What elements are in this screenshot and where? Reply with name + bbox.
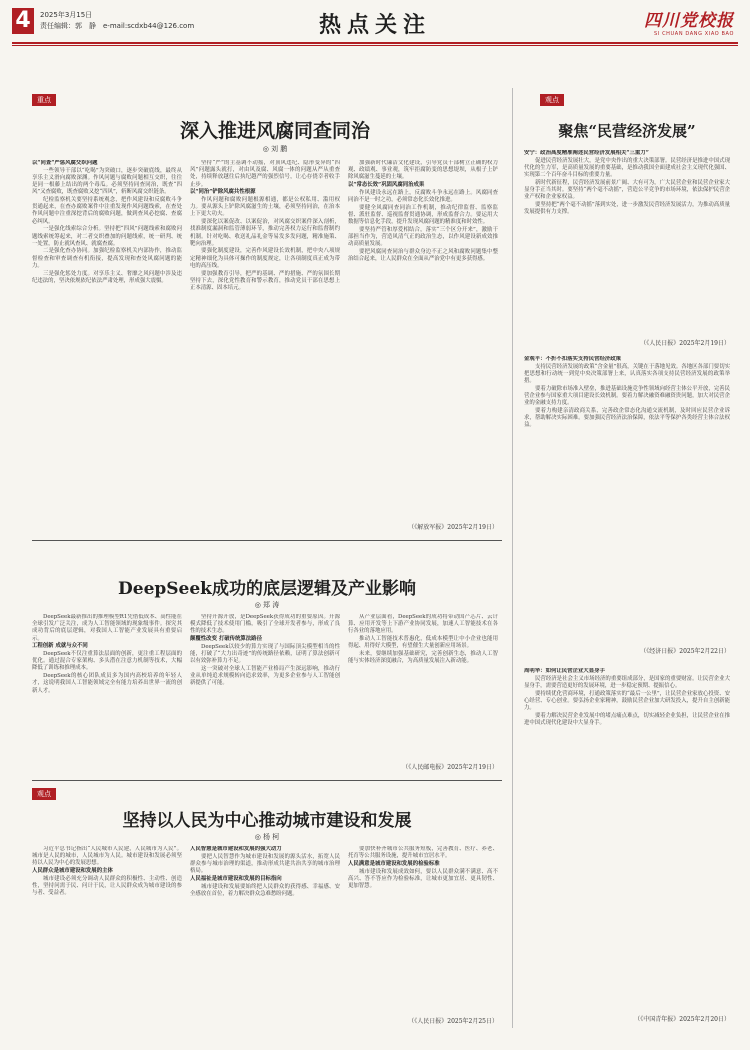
article3-column-1 — [32, 614, 182, 770]
paragraph: 要把人民智慧作为城市建设和发展的源头活水，拓宽人民群众参与城市治理的渠道，推动形成共建共治共享的城市治理格局。 — [190, 853, 340, 875]
paragraph: 未来，要继续加强基础研究，完善创新生态，推动人工智能与实体经济深度融合，为高质量发展注入新动能。 — [348, 651, 498, 665]
paragraph: 习近平总书记指出“人民城市人民建，人民城市为人民”。城市是人民的城市，人民城市为人民。城市建设和发展必须坚持以人民为中心的发展思想。 — [32, 846, 182, 867]
paragraph: 要着力构建亲清政商关系，完善政企常态化沟通交流机制，及时回应民营企业诉求，帮助解决实际困难。要加强民营经济法治保障，依法平等保护各类经营主体合法权益。 — [524, 407, 730, 429]
paragraph: 作风建设永远在路上，反腐败斗争永远在路上。风腐同查同治不是一时之功，必须常态化长效化推进。 — [348, 189, 498, 204]
article3-title: DeepSeek成功的底层逻辑及产业影响 — [118, 579, 416, 599]
paragraph: 推动人工智能技术普惠化，低成本模型让中小企业也能用得起、用得好大模型，有望催生大量创新应用场景。 — [348, 636, 498, 650]
article4-column-3 — [348, 846, 498, 1010]
subhead: 以“常态长效”巩固风腐同治成果 — [348, 182, 425, 189]
newspaper-logo — [584, 6, 734, 37]
paragraph: 新时代新征程，民营经济发展前景广阔、大有可为，广大民营企业和民营企业家大显身手正当其时。要坚持“两个毫不动摇”，营造公平竞争的市场环境，依法保护民营企业产权和企业家权益。 — [524, 179, 730, 201]
article4-byline: ◎ 杨 柯 — [254, 833, 280, 841]
article4-source: （《人民日报》2025年2月25日） — [408, 1018, 498, 1025]
logo-english: SI CHUAN DANG XIAO BAO — [654, 31, 734, 37]
article1-source: （《解放军报》2025年2月19日） — [408, 524, 498, 531]
subhead: 颠覆性改变 打破传统算法路径 — [190, 636, 262, 643]
issue-date: 2025年3月15日 — [40, 11, 93, 19]
paragraph: DeepSeek的核心团队成员多为国内高校培养的年轻人才，这说明我国人工智能领域完全有能力培养出世界一流的创新人才。 — [32, 673, 182, 694]
paragraph: 促进民营经济发展壮大，是党中央作出的重大决策部署。民营经济是推进中国式现代化的生力军，是高质量发展的重要基础，是推动我国全面建成社会主义现代化强国、实现第二个百年奋斗目标的重要力量。 — [524, 157, 730, 179]
paragraph: 要深化以案促改、以案促治，对风腐交织案件深入剖析，找准制度漏洞和监管薄弱环节，推动完善权力运行和监督制约机制。针对吃喝、收送礼品礼金等易发多发问题，精准施策、靶向治理。 — [190, 219, 340, 247]
section-title: 热点关注 — [318, 12, 431, 38]
article2-block-1 — [524, 150, 730, 336]
subhead: 人民智慧是城市建设和发展的强大动力 — [190, 846, 282, 852]
column-divider — [512, 88, 513, 1028]
article4-title: 坚持以人民为中心推动城市建设和发展 — [122, 811, 412, 831]
paragraph: 纪检监察机关要坚持系统观念，把作风建设和反腐败斗争贯通起来，在查办腐败案件中注重发现作风问题线索，在查处作风问题中注重深挖背后的腐败问题，做到查风必挖腐、查腐必纠风。 — [32, 197, 182, 225]
article1-tag: 重点 — [32, 94, 56, 106]
subhead: 人民群众是城市建设和发展的主体 — [32, 868, 113, 875]
paragraph: DeepSeek以较少的算力实现了与国际顶尖模型相当的性能，打破了“大力出奇迹”的传统路径依赖，证明了算法创新可以有效弥补算力不足。 — [190, 643, 340, 665]
paragraph: 城市建设必须充分调动人民群众的积极性、主动性、创造性，坚持问需于民、问计于民，让人民群众成为城市建设的参与者、受益者。 — [32, 875, 182, 897]
paragraph: 支持民营经济发展的政策“含金量”很高，关键在于落地见效。各地区各部门要切实把思想和行动统一到党中央决策部署上来，认真落实各项支持民营经济发展的政策举措。 — [524, 363, 730, 385]
subhead: 以“同查”严惩风腐交织问题 — [32, 160, 98, 166]
paragraph: 要加快补齐城市公共服务短板，完善教育、医疗、养老、托育等公共服务设施，提升城市宜居水平。 — [348, 846, 498, 860]
article2-source-1: （《人民日报》2025年2月19日） — [640, 340, 730, 347]
paragraph: 坚持开源开放，是DeepSeek获得成功的重要原因。开源模式降低了技术使用门槛，吸引了全球开发者参与，形成了良性的技术生态。 — [190, 614, 340, 635]
article3-column-2 — [190, 614, 340, 770]
paragraph: 城市建设和发展成效如何，要以人民群众满不满意、高不高兴、答不答应作为检验标准，让城市更加宜居、更具韧性、更加智慧。 — [348, 868, 498, 890]
editor-line: 责任编辑：郭 静 e-mail:scdxb44@126.com — [40, 22, 195, 30]
article1-column-1 — [32, 160, 182, 532]
paragraph: DeepSeek最新推出的推理模型R1凭借低成本、高性能在全球引发广泛关注，成为人工智能领域的现象级事件。探究其成功背后的底层逻辑，对我国人工智能产业发展具有重要启示。 — [32, 614, 182, 642]
paragraph: 二是强化查办协同。加强纪检监察机关内部协作，推动监督检查和审查调查有机衔接，提高发现和查处风腐问题的能力。 — [32, 248, 182, 269]
paragraph: 加强新时代廉洁文化建设，引导党员干部树立正确的权力观、政绩观、事业观，筑牢拒腐防变的思想堤坝，从根子上铲除风腐滋生蔓延的土壤。 — [348, 160, 498, 181]
subhead: 人民福祉是城市建设和发展的目标指向 — [190, 875, 282, 882]
article4-column-2 — [190, 846, 340, 1026]
subhead: 金观平：不折不扣落实支持民营经济政策 — [524, 356, 622, 362]
header-rule-thin — [12, 45, 738, 46]
article1-title: 深入推进风腐同查同治 — [179, 120, 370, 142]
paragraph: 要强化制度建设，完善作风建设长效机制，把中央八项规定精神细化为具体可操作的制度规定，让各项制度真正成为带电的高压线。 — [190, 248, 340, 269]
paragraph: 要着力解决民营企业发展中的堵点痛点难点，切实减轻企业负担，让民营企业在推进中国式现代化建设中大显身手。 — [524, 712, 730, 726]
article2-block-3 — [524, 668, 730, 1008]
paragraph: 这一突破对全球人工智能产业格局产生深远影响，推动行业从单纯追求规模转向追求效率，为更多企业参与人工智能创新提供了可能。 — [190, 665, 340, 687]
paragraph: 要持续优化营商环境，打通政策落实的“最后一公里”，让民营企业家放心投资、安心经营、专心创业。要弘扬企业家精神，鼓励民营企业加大研发投入，提升自主创新能力。 — [524, 690, 730, 712]
paragraph: 一些领导干部以“吃喝”为突破口，逐步突破底线，最终从享乐主义滑向腐败深渊。作风问题与腐败问题相互交织，往往是同一根藤上结出的两个毒瓜。必须坚持同查同治，既查“四风”又查腐败，既查腐败又挖“四风”，斩断风腐交织链条。 — [32, 167, 182, 196]
paragraph: 作风问题和腐败问题根源相通，都是公权私用、滥用权力。要从源头上铲除风腐滋生的土壤，必须坚持同治，在治本上下更大功夫。 — [190, 197, 340, 218]
subhead: 以“同治”铲除风腐共性根源 — [190, 189, 256, 196]
article1-column-3 — [348, 160, 498, 520]
logo-chinese: 四川党校报 — [644, 11, 734, 31]
paragraph: DeepSeek不仅注重算法层面的创新，更注重工程层面的优化。通过混合专家架构、多头潜在注意力机制等技术，大幅降低了训练和推理成本。 — [32, 651, 182, 672]
article1-column-2 — [190, 160, 340, 532]
article3-source: （《人民邮电报》2025年2月19日） — [402, 764, 498, 771]
paragraph: 要把风腐同查同治与群众身边不正之风和腐败问题集中整治结合起来，让人民群众在全面从严治党中有更多获得感。 — [348, 248, 498, 263]
paragraph: 城市建设和发展要始终把人民群众的获得感、幸福感、安全感放在首位，着力解决群众急难愁盼问题。 — [190, 883, 340, 897]
article3-column-3 — [348, 614, 498, 760]
article4-tag: 观点 — [32, 788, 56, 800]
masthead — [0, 0, 750, 50]
subhead: 人民满意是城市建设和发展的检验标准 — [348, 860, 440, 867]
article2-title: 聚焦“民营经济发展” — [558, 122, 696, 140]
article4-column-1 — [32, 846, 182, 1026]
subhead: 安宁：政治高度精准阐述民营经济发展相关“三重力” — [524, 150, 649, 156]
article2-block-2 — [524, 356, 730, 640]
article2-source-3: （《中国青年报》2025年2月20日） — [634, 1016, 730, 1023]
paragraph: 要健全风腐同查同治工作机制，推动纪律监督、监察监督、派驻监督、巡视监督贯通协调，形成监督合力。要运用大数据等信息化手段，提升发现风腐问题的精准度和时效性。 — [348, 204, 498, 226]
paragraph: 要坚持把“两个毫不动摇”落到实处，进一步激发民营经济发展活力，为推动高质量发展提供有力支撑。 — [524, 201, 730, 216]
article2-source-2: （《经济日报》2025年2月22日） — [640, 648, 730, 655]
article1-byline: ◎ 刘 鹏 — [262, 145, 288, 153]
paragraph: 一是强化线索综合分析。坚持把“四风”问题线索和腐败问题线索统筹起来，对二者交织叠加的问题线索，统一研判、统一处置，防止就风查风、就腐查腐。 — [32, 226, 182, 247]
paragraph: 坚持“严”的主基调不动摇，对顶风违纪、隐形变异的“四风”问题露头就打，对由风及腐、风腐一体的问题从严从重查处，持续释放越往后执纪越严的强烈信号，让心存侥幸者收手止步。 — [190, 160, 340, 188]
paragraph: 要着力破除市场准入壁垒，推进基础设施竞争性领域向经营主体公平开放，完善民营企业参与国家重大项目建设长效机制。要着力解决融资难融资贵问题，加大对民营企业的金融支持力度。 — [524, 385, 730, 407]
paragraph: 要加强教育引导，把严的基调、严的措施、严的氛围长期坚持下去，深化党性教育和警示教育，推动党员干部在思想上正本清源、固本培元。 — [190, 270, 340, 291]
subhead: 周明华：如何让民营企业大显身手 — [524, 668, 605, 674]
page-number: 4 — [12, 8, 34, 34]
paragraph: 要坚持严管和厚爱相结合，落实“三个区分开来”，激励干部担当作为，营造风清气正的政治生态，以作风建设新成效推动高质量发展。 — [348, 226, 498, 248]
article3-byline: ◎ 郑 涛 — [254, 601, 280, 609]
article2-tag: 观点 — [540, 94, 564, 106]
section-divider — [32, 780, 502, 781]
paragraph: 三是强化惩处力度。对享乐主义、奢靡之风问题中涉及违纪违法的，坚决依规依纪依法严肃处理，形成强大震慑。 — [32, 270, 182, 284]
paragraph: 民营经济是社会主义市场经济的重要组成部分，是国家的重要财富。让民营企业大显身手，需要营造更好的发展环境，进一步稳定预期、提振信心。 — [524, 675, 730, 689]
header-rule — [12, 42, 738, 44]
subhead: 工程创新 成就与众不同 — [32, 643, 88, 650]
section-divider — [32, 540, 502, 541]
paragraph: 从产业层面看，DeepSeek的成功将带动国产芯片、云计算、应用开发等上下游产业协同发展，加速人工智能技术在各行各业的落地应用。 — [348, 614, 498, 635]
